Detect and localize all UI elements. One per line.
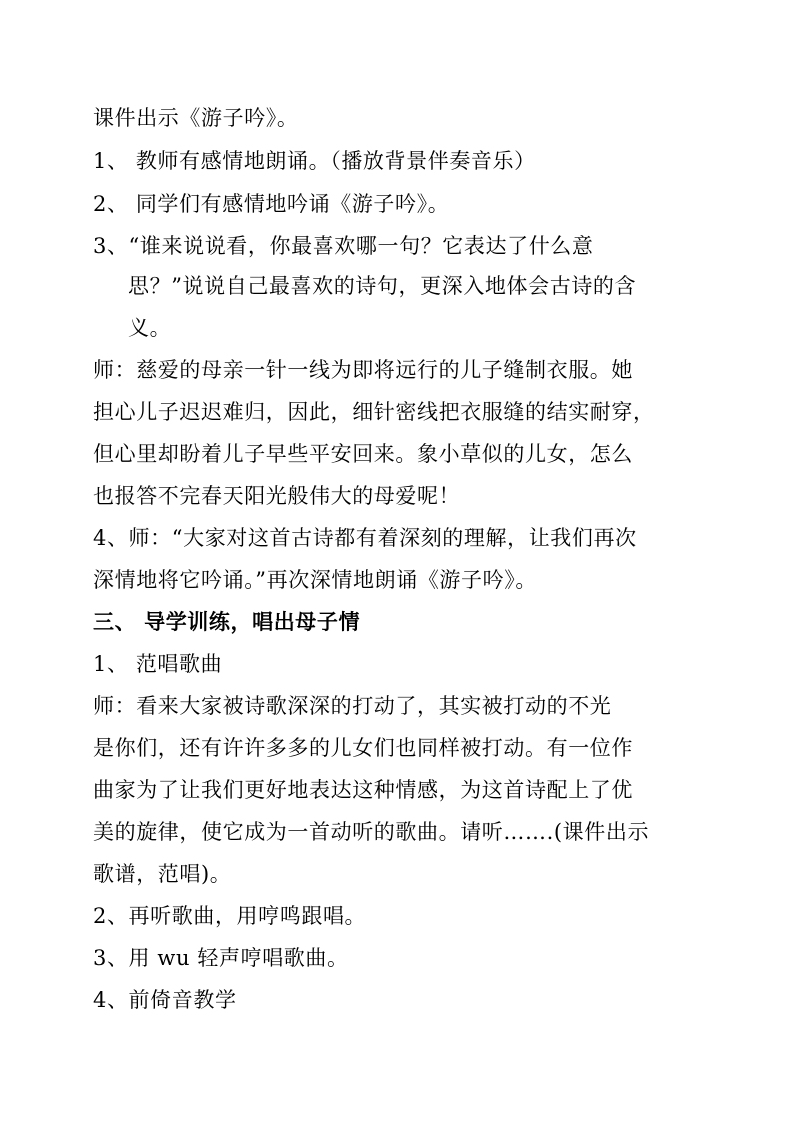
section-heading-3: 三、 导学训练，唱出母子情 [93,609,361,634]
text-line-teacher-3: 但心里却盼着儿子早些平安回来。象小草似的儿女，怎么 [93,442,633,466]
text-line-sub-4: 4、前倚音教学 [93,988,237,1012]
text-line-step-1: 1、 教师有感情地朗诵。（播放背景伴奏音乐） [93,149,536,173]
text-line-sub-3: 3、用 wu 轻声哼唱歌曲。 [93,946,349,970]
text-line-sub-1: 1、 范唱歌曲 [93,652,223,676]
text-line-step-3-cont-2: 义。 [128,316,172,340]
text-line-teacher-5: 师：看来大家被诗歌深深的打动了，其实被打动的不光 [93,694,612,718]
text-line-step-3: 3、“谁来说说看，你最喜欢哪一句？它表达了什么意 [93,234,594,258]
text-line-teacher-4: 也报答不完春天阳光般伟大的母爱呢！ [93,484,461,508]
text-line-teacher-6: 是你们，还有许许多多的儿女们也同样被打动。有一位作 [93,736,633,760]
text-line-teacher-9: 歌谱，范唱)。 [93,862,232,886]
text-line-step-4: 4、师：“大家对这首古诗都有着深刻的理解，让我们再次 [93,526,637,550]
text-line-step-4-cont: 深情地将它吟诵。”再次深情地朗诵《游子吟》。 [93,568,537,592]
text-line-step-2: 2、 同学们有感情地吟诵《游子吟》。 [93,192,450,216]
text-line-teacher-7: 曲家为了让我们更好地表达这种情感，为这首诗配上了优 [93,778,633,802]
text-line-teacher-1: 师：慈爱的母亲一针一线为即将远行的儿子缝制衣服。她 [93,358,633,382]
text-line-teacher-8: 美的旋律，使它成为一首动听的歌曲。请听…….(课件出示 [93,820,650,844]
text-line-sub-2: 2、再听歌曲，用哼鸣跟唱。 [93,904,367,928]
text-line-step-3-cont-1: 思？”说说自己最喜欢的诗句，更深入地体会古诗的含 [128,274,637,298]
text-line-teacher-2: 担心儿子迟迟难归，因此，细针密线把衣服缝的结实耐穿， [93,400,655,424]
text-line-courseware: 课件出示《游子吟》。 [93,106,299,130]
